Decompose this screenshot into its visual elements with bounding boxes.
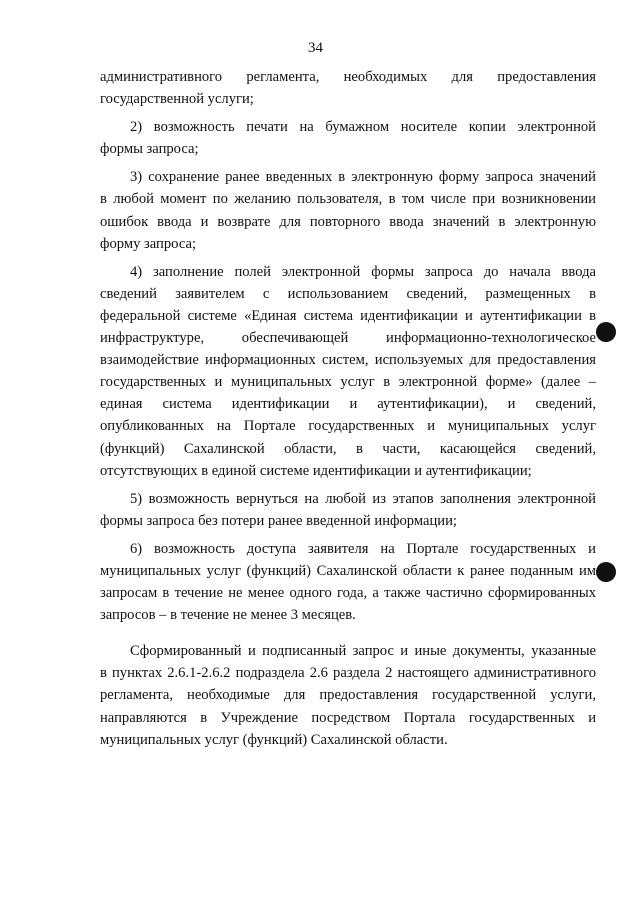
text-line: 6) возможность доступа заявителя на Портале государственных и	[130, 540, 596, 557]
text-line: регламента, необходимые для предоставления государственной услуги,	[100, 687, 596, 704]
text-line: ошибок ввода и возврате для повторного ввода значений в электронную	[100, 213, 596, 230]
punch-hole-mark	[596, 562, 616, 582]
text-line: опубликованных на Портале государственных и муниципальных услуг	[100, 418, 596, 435]
paragraph-5	[100, 488, 596, 532]
text-line: в пунктах 2.6.1-2.6.2 подраздела 2.6 раздела 2 настоящего административного	[100, 665, 596, 682]
paragraph-6	[100, 538, 596, 626]
text-line: (функций) Сахалинской области, в части, касающейся сведений,	[100, 440, 596, 457]
text-line: 2) возможность печати на бумажном носителе копии электронной	[130, 119, 596, 136]
text-line: форму запроса;	[100, 235, 197, 252]
paragraph-4	[100, 261, 596, 482]
text-line: государственной услуги;	[100, 91, 254, 108]
document-body	[100, 66, 596, 751]
paragraph-1	[100, 66, 596, 110]
paragraph-7	[100, 640, 596, 750]
text-line: единая система идентификации и аутентификации), и сведений,	[100, 396, 596, 413]
text-line: административного регламента, необходимых для предоставления	[100, 69, 596, 85]
text-line: государственных и муниципальных услуг в электронной форме» (далее –	[100, 374, 596, 391]
page-number: 34	[308, 40, 323, 56]
text-line: Сформированный и подписанный запрос и иные документы, указанные	[130, 643, 596, 660]
text-line: 3) сохранение ранее введенных в электронную форму запроса значений	[130, 169, 596, 186]
text-line: отсутствующих в единой системе идентификации и аутентификации;	[100, 462, 532, 479]
punch-hole-mark	[596, 322, 616, 342]
text-line: направляются в Учреждение посредством Портала государственных и	[100, 709, 596, 726]
text-line: формы запроса без потери ранее введенной информации;	[100, 512, 457, 529]
text-line: муниципальных услуг (функций) Сахалинской области к ранее поданным им	[100, 562, 596, 579]
text-line: инфраструктуре, обеспечивающей информационно-технологическое	[100, 330, 596, 347]
text-line: муниципальных услуг (функций) Сахалинской области.	[100, 731, 448, 748]
paragraph-3	[100, 166, 596, 254]
paragraph-2	[100, 116, 596, 160]
text-line: 5) возможность вернуться на любой из этапов заполнения электронной	[130, 490, 596, 507]
text-line: сведений заявителем с использованием сведений, размещенных в	[100, 285, 596, 302]
text-line: запросов – в течение не менее 3 месяцев.	[100, 607, 356, 624]
text-line: запросам в течение не менее одного года, а также частично сформированных	[100, 585, 596, 602]
text-line: взаимодействие информационных систем, используемых для предоставления	[100, 352, 596, 369]
text-line: 4) заполнение полей электронной формы запроса до начала ввода	[130, 263, 596, 280]
text-line: федеральной системе «Единая система идентификации и аутентификации в	[100, 307, 596, 324]
text-line: формы запроса;	[100, 141, 199, 158]
text-line: в любой момент по желанию пользователя, в том числе при возникновении	[100, 191, 596, 208]
